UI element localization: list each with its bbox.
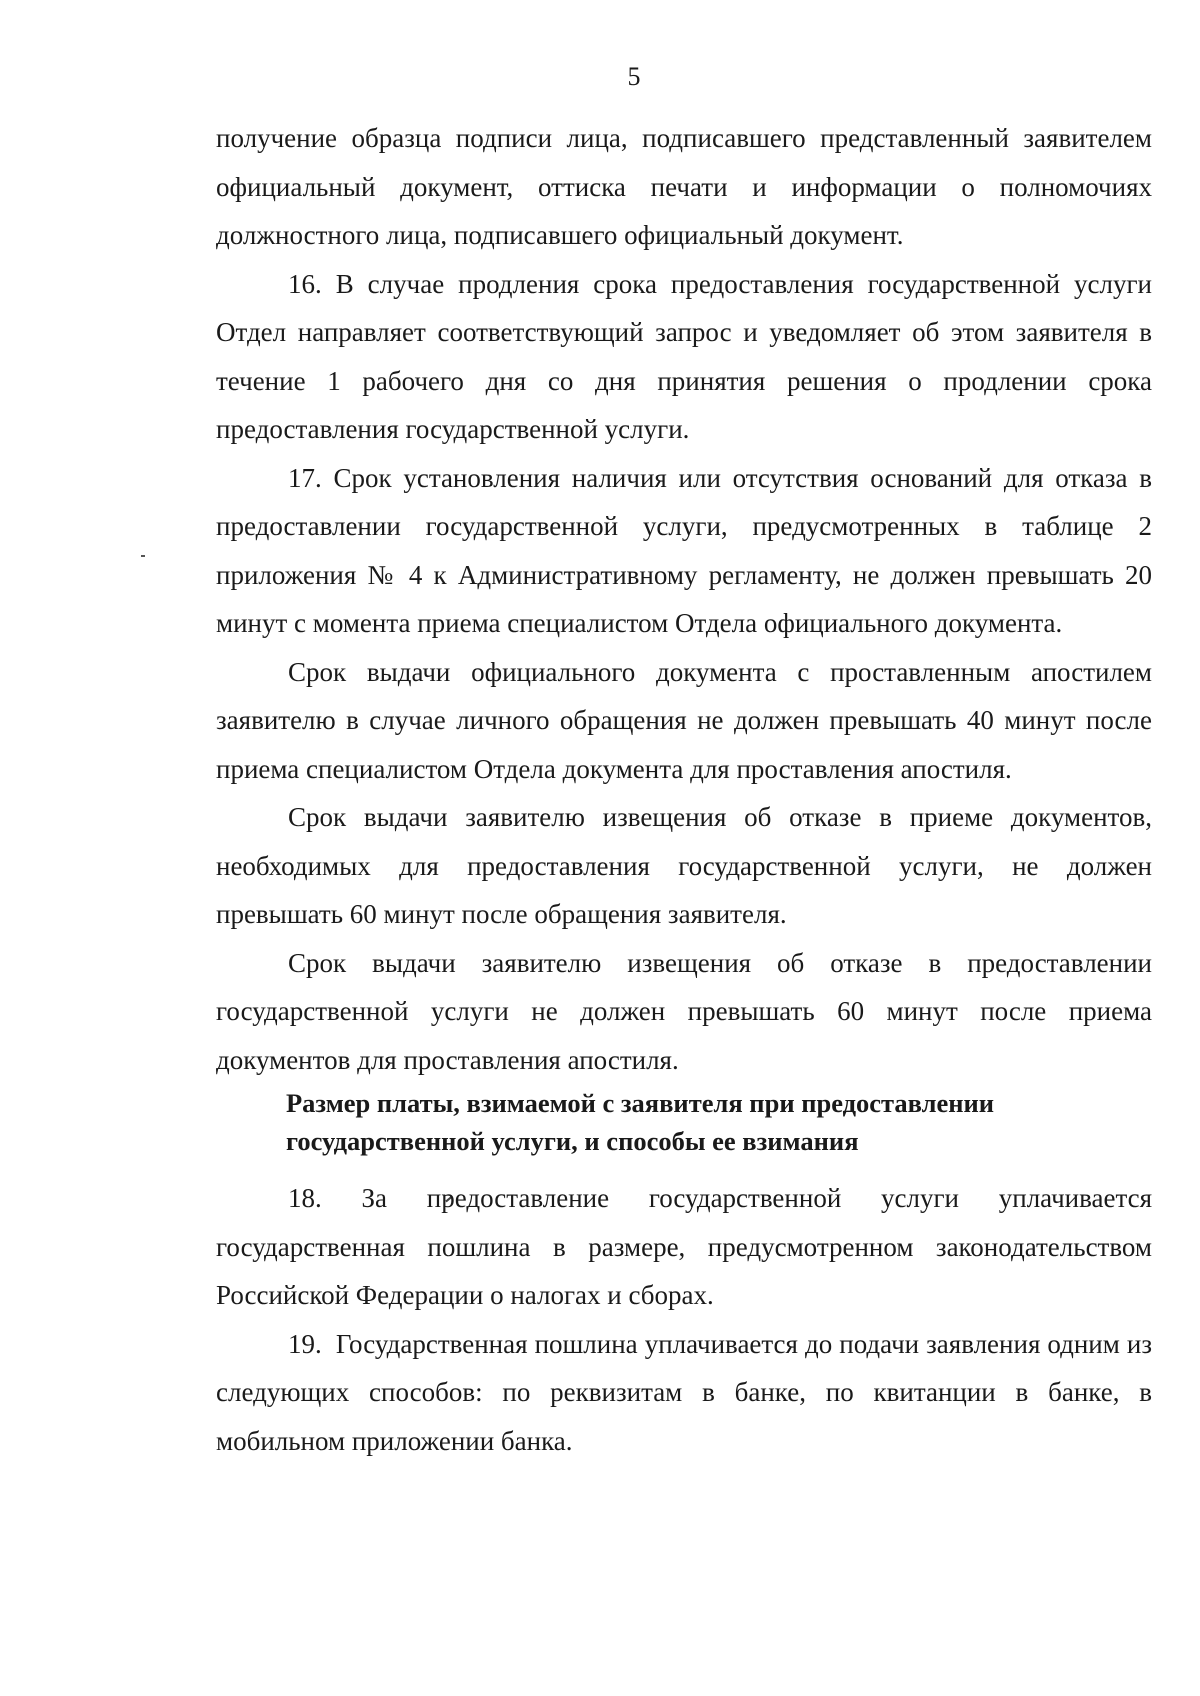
- section-heading: [216, 1084, 1152, 1160]
- paragraph-19: 19. Государственная пошлина уплачивается до подачи заявления одним из следующих способов: по реквизитам в банке, по квитанции в банке, в мобильном приложении банка.: [216, 1328, 1159, 1456]
- paragraph-continuation: получение образца подписи лица, подписавшего представленный заявителем официальный документ, оттиска печати и информации о полномочиях должностного лица, подписавшего официальный документ.: [216, 123, 1152, 250]
- section-heading-line-1: Размер платы, взимаемой с заявителя при предоставлении: [286, 1088, 995, 1118]
- document-body: [216, 114, 1159, 1465]
- paragraph-18: 18. За предоставление государственной услуги уплачивается государственная пошлина в размере, предусмотренном законодательством Российской Федерации о налогах и сборах.: [216, 1183, 1159, 1310]
- paragraph-17: 17. Срок установления наличия или отсутствия оснований для отказа в предоставлении государственной услуги, предусмотренных в таблице 2 приложения № 4 к Административному регламенту, не должен превышать 20 минут с момента приема специалистом Отдела официального документа.: [216, 462, 1152, 638]
- section-heading-line-2: государственной услуги, и способы ее взимания: [286, 1126, 859, 1156]
- scan-artifact-mark: [141, 555, 145, 557]
- paragraph-refusal-acceptance: Срок выдачи заявителю извещения об отказе в приеме документов, необходимых для предоставления государственной услуги, не должен превышать 60 минут после обращения заявителя.: [216, 802, 1152, 929]
- paragraph-issue-apostille: Срок выдачи официального документа с проставленным апостилем заявителю в случае личного обращения не должен превышать 40 минут после приема специалистом Отдела документа для проставления апостиля.: [216, 656, 1152, 784]
- paragraph-refusal-service: Срок выдачи заявителю извещения об отказе в предоставлении государственной услуги не должен превышать 60 минут после приема документов для проставления апостиля.: [216, 947, 1152, 1075]
- paragraph-16: 16. В случае продления срока предоставления государственной услуги Отдел направляет соответствующий запрос и уведомляет об этом заявителя в течение 1 рабочего дня со дня принятия решения о продлении срока предоставления государственной услуги.: [216, 268, 1152, 444]
- page-number: 5: [627, 62, 641, 91]
